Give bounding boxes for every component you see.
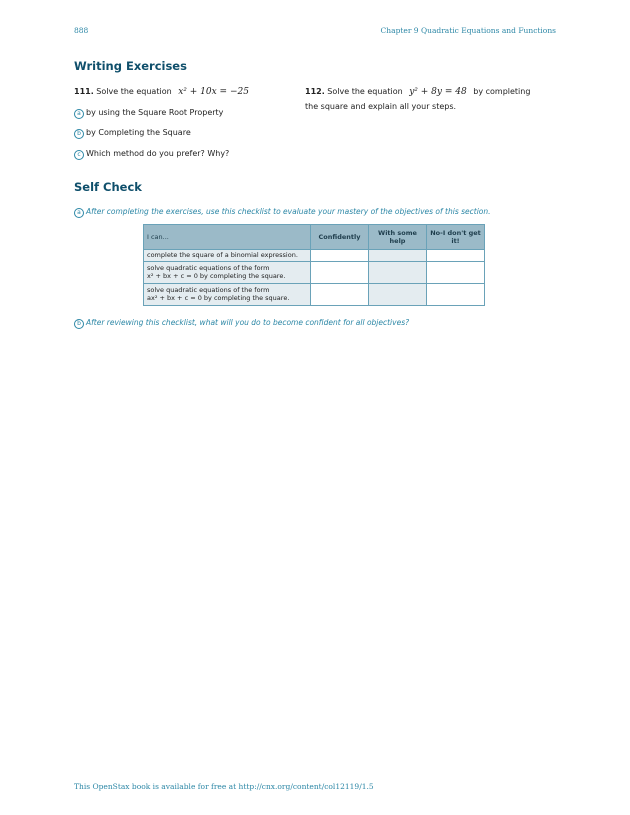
writing-exercises-heading: Writing Exercises (74, 59, 187, 73)
part-a-text: by using the Square Root Property (86, 108, 224, 117)
exercise-112 (305, 87, 530, 97)
row-1-no-cell (427, 250, 485, 262)
part-c-circle-icon: c (74, 150, 84, 160)
page-number: 888 (74, 26, 89, 35)
self-check-table (143, 224, 485, 306)
header-i-can: I can... (144, 225, 311, 250)
chapter-title: Chapter 9 Quadratic Equations and Functions (380, 26, 556, 35)
self-check-b-circle-icon: b (74, 319, 84, 329)
part-c-text: Which method do you prefer? Why? (86, 149, 230, 158)
exercise-111-number: 111. (74, 87, 94, 96)
table-row (144, 250, 485, 262)
exercise-112-prompt: Solve the equation (327, 87, 403, 96)
self-check-heading: Self Check (74, 180, 142, 194)
row-3-line2: ax² + bx + c = 0 by completing the square. (147, 293, 290, 302)
header-confidently: Confidently (311, 225, 369, 250)
part-b-circle-icon: b (74, 129, 84, 139)
exercise-112-line2: the square and explain all your steps. (305, 102, 457, 111)
self-check-b (74, 318, 409, 329)
exercise-111-part-c (74, 149, 229, 160)
row-2-confidently-cell (311, 262, 369, 284)
row-3-confidently-cell (311, 284, 369, 306)
row-1-with-help-cell (369, 250, 427, 262)
self-check-a-text: After completing the exercises, use this checklist to evaluate your mastery of the objectives of this section. (86, 207, 491, 216)
exercise-112-number: 112. (305, 87, 325, 96)
row-2-no-cell (427, 262, 485, 284)
exercise-111-prompt: Solve the equation (96, 87, 172, 96)
part-a-circle-icon: a (74, 109, 84, 119)
row-3-with-help-cell (369, 284, 427, 306)
row-2-with-help-cell (369, 262, 427, 284)
self-check-a-circle-icon: a (74, 208, 84, 218)
row-1-line1: complete the square of a binomial expression. (147, 250, 298, 259)
exercise-111 (74, 87, 249, 97)
self-check-a (74, 207, 491, 218)
row-1-confidently-cell (311, 250, 369, 262)
header-with-some-help: With some help (369, 225, 427, 250)
exercise-111-equation: x² + 10x = −25 (178, 87, 249, 97)
row-3-label (144, 284, 311, 306)
header-no-dont-get-it: No-I don't get it! (427, 225, 485, 250)
row-2-line1: solve quadratic equations of the form (147, 264, 270, 272)
exercise-112-equation: y² + 8y = 48 (409, 87, 467, 97)
row-1-label (144, 250, 311, 262)
row-3-no-cell (427, 284, 485, 306)
exercise-111-part-b (74, 128, 191, 139)
row-2-line2: x² + bx + c = 0 by completing the square. (147, 271, 286, 280)
table-header-row (144, 225, 485, 250)
exercise-112-prompt-tail: by completing (473, 87, 531, 96)
footer-text: This OpenStax book is available for free at http://cnx.org/content/col12119/1.5 (74, 782, 374, 791)
table-row (144, 262, 485, 284)
row-3-line1: solve quadratic equations of the form (147, 286, 270, 294)
table-row (144, 284, 485, 306)
row-2-label (144, 262, 311, 284)
part-b-text: by Completing the Square (86, 128, 191, 137)
exercise-111-part-a (74, 108, 223, 119)
self-check-b-text: After reviewing this checklist, what will you do to become confident for all objectives? (86, 318, 410, 327)
